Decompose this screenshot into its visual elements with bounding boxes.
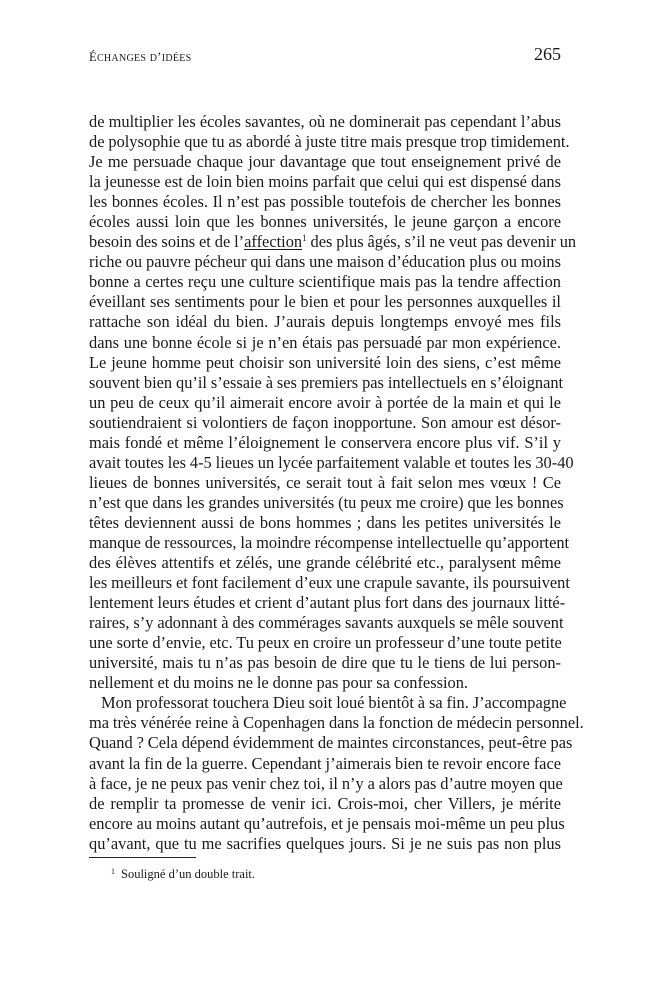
text-line: n’est que dans les grandes universités (tu peux me croire) que les bonnes xyxy=(89,492,564,512)
text-line-with-note xyxy=(89,232,577,252)
text-line: soutiendraient si volontiers de façon inopportune. Son amour est désor- xyxy=(89,412,561,432)
running-title: ÉCHANGES D’IDÉES xyxy=(89,50,192,64)
footnote xyxy=(111,866,255,882)
text-line: un peu de ceux qu’il aimerait encore avoir à portée de la main et qui le xyxy=(89,392,561,412)
text-line: écoles aussi loin que les bonnes universités, le jeune garçon a encore xyxy=(89,212,561,232)
text-line: de polysophie que tu as abordé à juste titre mais presque trop timidement. xyxy=(89,132,570,152)
text-line: Le jeune homme peut choisir son université loin des siens, c’est même xyxy=(89,352,561,372)
page-number: 265 xyxy=(534,44,561,64)
text-line: de remplir ta promesse de venir ici. Crois-moi, cher Villers, je mérite xyxy=(89,793,561,813)
underlined-word: affection xyxy=(244,232,303,252)
text-line: des élèves attentifs et zélés, une grande célébrité etc., paralysent même xyxy=(89,553,561,573)
text-line: avant la fin de la guerre. Cependant j’aimerais bien te revoir encore face xyxy=(89,753,561,773)
text-line: Quand ? Cela dépend évidemment de maintes circonstances, peut-être pas xyxy=(89,733,573,753)
text-line: à face, je ne peux pas venir chez toi, il n’y a alors pas d’autre moyen que xyxy=(89,773,563,793)
text-line: lieues de bonnes universités, ce serait tout à fait selon mes vœux ! Ce xyxy=(89,472,561,492)
text-line: encore au moins autant qu’autrefois, et je pensais moi-même un peu plus xyxy=(89,813,565,833)
running-header xyxy=(89,44,561,68)
text-line: les bonnes écoles. Il n’est pas possible toutefois de chercher les bonnes xyxy=(89,192,561,212)
text-line: Je me persuade chaque jour davantage que tout enseignement privé de xyxy=(89,152,561,172)
text-line: rattache son idéal du bien. J’aurais depuis longtemps envoyé mes fils xyxy=(89,312,561,332)
text-line: la jeunesse est de loin bien moins parfait que celui qui est dispensé dans xyxy=(89,172,561,192)
text-line: une sorte d’envie, etc. Tu peux en croire un professeur d’une toute petite xyxy=(89,633,562,653)
paragraph-start-line: Mon professorat touchera Dieu soit loué bientôt à sa fin. J’accompagne xyxy=(101,693,567,713)
paragraph-end-line: nellement et du moins ne le donne pas pour sa confession. xyxy=(89,673,468,693)
footnote-text: Souligné d’un double trait. xyxy=(121,867,256,881)
text-line: manque de ressources, la moindre récompense intellectuelle qu’apportent xyxy=(89,532,570,552)
footnote-number: 1 xyxy=(111,867,115,876)
text-line: avait toutes les 4-5 lieues un lycée parfaitement valable et toutes les 30-40 xyxy=(89,452,574,472)
text-line: éveillant ses sentiments pour le bien et pour les personnes auxquelles il xyxy=(89,292,561,312)
main-text xyxy=(89,112,584,854)
footnote-separator xyxy=(89,857,196,858)
text-line: bonne a certes reçu une culture scientifique mais pas la tendre affection xyxy=(89,272,561,292)
text-line: qu’avant, que tu me sacrifies quelques jours. Si je ne suis pas non plus xyxy=(89,833,561,853)
text-line: dans une bonne école si je n’en étais pas persuadé par mon expérience. xyxy=(89,332,561,352)
text-line: ma très vénérée reine à Copenhagen dans la fonction de médecin personnel. xyxy=(89,713,584,733)
text-line: les meilleurs et font facilement d’eux une crapule savante, ils poursuivent xyxy=(89,573,570,593)
text-line: université, mais tu n’as pas besoin de dire que tu le tiens de lui person- xyxy=(89,653,561,673)
text-line: de multiplier les écoles savantes, où ne dominerait pas cependant l’abus xyxy=(89,112,561,131)
text-line: têtes deviennent aussi de bons hommes ; dans les petites universités le xyxy=(89,512,561,532)
text-line: mais fondé et même l’éloignement le conservera encore plus vif. S’il y xyxy=(89,432,561,452)
text-line: souvent bien qu’il s’essaie à ses premiers pas intellectuels en s’éloignant xyxy=(89,372,564,392)
text-line: riche ou pauvre pécheur qui dans une maison d’éducation plus ou moins xyxy=(89,252,561,272)
text-fragment: besoin des soins et de l’ xyxy=(89,232,245,252)
text-fragment: des plus âgés, s’il ne veut pas devenir un xyxy=(306,232,577,252)
text-line: raires, s’y adonnant à des commérages savants auxquels se mêle souvent xyxy=(89,613,564,633)
text-line: lentement leurs études et crient d’autant plus fort dans des journaux litté- xyxy=(89,593,566,613)
footnote-reference: 1 xyxy=(302,233,307,244)
